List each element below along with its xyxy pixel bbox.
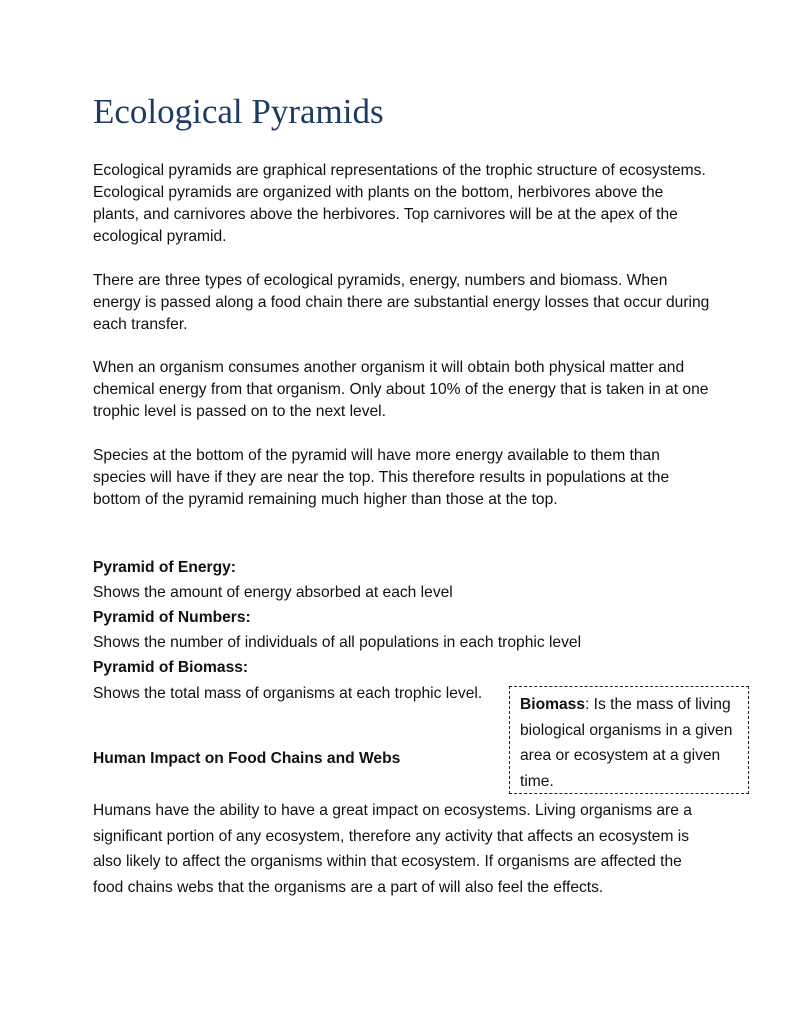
human-impact-paragraph: Humans have the ability to have a great impact on ecosystems. Living organisms are a significant portion of any ecosystem, therefore any activity that affects an ecosystem is also likely to affect the organisms within that ecosystem. If organisms are affected the food chains webs that the organisms are a part of will also feel the effects. <box>93 802 692 896</box>
pyramid-numbers-text: Shows the number of individuals of all populations in each trophic level <box>93 634 582 651</box>
callout-term: Biomass <box>520 696 586 713</box>
species-paragraph: Species at the bottom of the pyramid will have more energy available to them than species will have if they are near the top. This therefore results in populations at the bottom of the pyramid remaining much higher than those at the top. <box>93 447 670 508</box>
pyramid-numbers-heading: Pyramid of Numbers: <box>93 609 251 626</box>
page-title: Ecological Pyramids <box>93 92 384 131</box>
pyramid-biomass-text: Shows the total mass of organisms at each trophic level. <box>93 685 483 702</box>
pyramid-energy-heading: Pyramid of Energy: <box>93 559 236 576</box>
pyramid-energy-text: Shows the amount of energy absorbed at each level <box>93 584 453 601</box>
human-impact-heading: Human Impact on Food Chains and Webs <box>93 750 401 767</box>
callout-definition: : Is the mass of living biological organisms in a given area or ecosystem at a given time. <box>520 696 733 790</box>
pyramid-biomass-heading: Pyramid of Biomass: <box>93 659 249 676</box>
consumption-paragraph: When an organism consumes another organism it will obtain both physical matter and chemical energy from that organism. Only about 10% of the energy that is taken in at one trophic level is passed on to the next level. <box>93 359 709 420</box>
intro-paragraph: Ecological pyramids are graphical representations of the trophic structure of ecosystems. Ecological pyramids are organized with plants on the bottom, herbivores above the plants, and carnivores above the herbivores. Top carnivores will be at the apex of the ecological pyramid. <box>93 162 706 245</box>
types-paragraph: There are three types of ecological pyramids, energy, numbers and biomass. When energy is passed along a food chain there are substantial energy losses that occur during each transfer. <box>93 272 710 333</box>
biomass-callout-box <box>509 686 749 794</box>
